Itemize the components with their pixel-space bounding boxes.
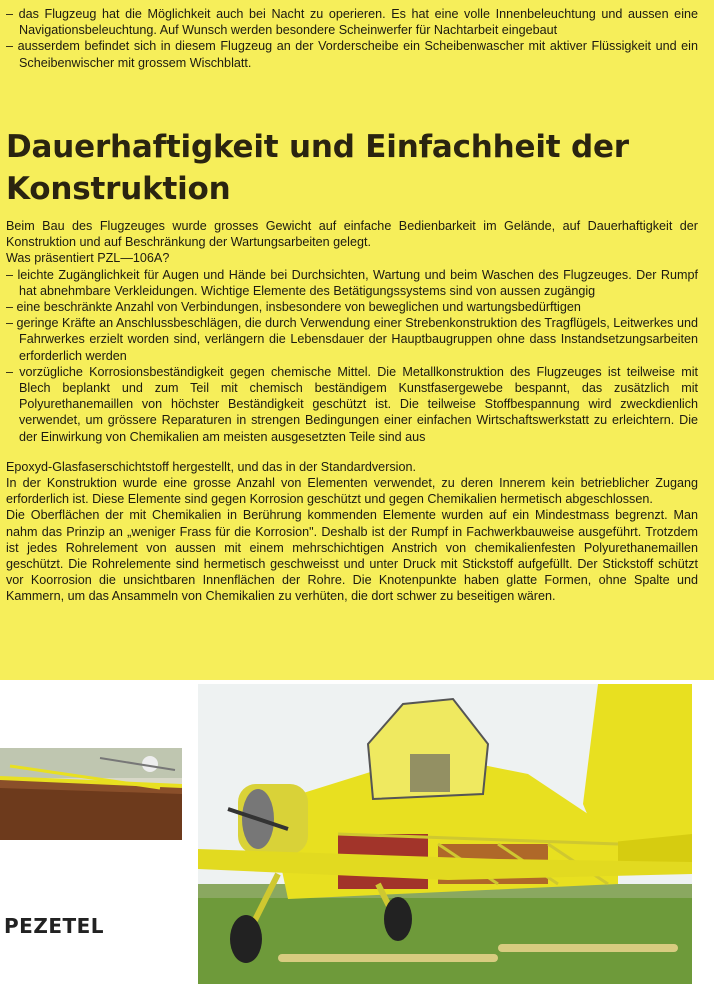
continuation-line: Epoxyd-Glasfaserschichtstoff hergestellt, und das in der Standardversion.	[6, 459, 416, 474]
top-bullets	[6, 6, 698, 71]
section-heading: Dauerhaftigkeit und Einfachheit der Konstruktion	[6, 129, 629, 207]
aircraft-photo	[198, 684, 692, 984]
body-text	[6, 218, 698, 605]
paragraph-surfaces: Die Oberflächen der mit Chemikalien in Berührung kommenden Elemente wurden auf ein Mindestmass begrenzt. Man nahm das Prinzip an „weniger Frass für die Korrosion". Deshalb ist der Rumpf in Fachwerkbauweise ausgeführt. Trotzdem ist jedes Rohrelement von aussen mit einem mehrschichtigen Anstrich von chemikalienfesten Polyurethanemaillen geschützt. Die Rohrelemente sind hermetisch geschweisst und unter Druck mit Stickstoff aufgefüllt. Der Stickstoff schützt vor Koorrosion die unsichtbaren Innenflächen der Rohre. Die Knotenpunkte haben glatte Formen, ohne Spalte und Kammern, um das Ansammeln von Chemikalien zu verhüten, die dort schwer zu beseitigen wären.	[6, 508, 698, 604]
feature-corrosion: – vorzügliche Korrosionsbeständigkeit gegen chemische Mittel. Die Metallkonstruktion des Flugzeuges ist teilweise mit Blech beplankt und zum Teil mit chemisch beständigem Kunstfasergewebe bespannt, das zusätzlich mit Polyurethanemaillen von höchster Beständigkeit geschützt ist. Die teilweise Stoffbespannung wird zweckdienlich verwendet, um grössere Reparaturen in strengen Bedingungen einer einfachen Wirtschaftswerkstatt zu erleichtern. Die der Einwirkung von Chemikalien am meisten ausgesetzten Teile sind aus	[6, 364, 698, 444]
intro-paragraph: Beim Bau des Flugzeuges wurde grosses Gewicht auf einfache Bedienbarkeit im Gelände, auf Dauerhaftigkeit der Konstruktion und auf Beschränkung der Wartungsarbeiten gelegt.	[6, 219, 698, 250]
question-line: Was präsentiert PZL—106A?	[6, 251, 170, 266]
feature-accessibility: – leichte Zugänglichkeit für Augen und Hände bei Durchsichten, Wartung und beim Waschen des Flugzeuges. Der Rumpf hat abnehmbare Verkleidungen. Wichtige Elemente des Betätigungssystems sind von aussen zugängig	[6, 267, 698, 298]
feature-connections: – eine beschränkte Anzahl von Verbindungen, insbesondere von beweglichen und wartungsbedürftigen	[6, 300, 581, 315]
bullet-night-operation: – das Flugzeug hat die Möglichkeit auch bei Nacht zu operieren. Es hat eine volle Innenbeleuchtung und aussen eine Navigationsbeleuchtung. Auf Wunsch werden besondere Scheinwerfer für Nachtarbeit eingebaut	[6, 7, 698, 38]
bullet-windshield-washer: – ausserdem befindet sich in diesem Flugzeug an der Vorderscheibe ein Scheibenwascher mit aktiver Flüssigkeit und ein Scheibenwischer mit grossem Wischblatt.	[6, 39, 698, 70]
feature-forces: – geringe Kräfte an Anschlussbeschlägen, die durch Verwendung einer Strebenkonstruktion des Tragflügels, Leitwerkes und Fahrwerkes erzielt worden sind, verlängern die Lebensdauer der Hauptbaugruppen ohne dass Instandsetzungsarbeiten erforderlich werden	[6, 316, 698, 363]
pezetel-logo: PEZETEL	[4, 914, 105, 938]
paragraph-elements: In der Konstruktion wurde eine grosse Anzahl von Elementen verwendet, zu deren Innerem kein betrieblicher Zugang erforderlich ist. Diese Elemente sind gegen Korrosion geschützt und gegen Chemikalien hermetisch abgeschlossen.	[6, 476, 698, 507]
wing-detail-photo	[0, 748, 182, 840]
